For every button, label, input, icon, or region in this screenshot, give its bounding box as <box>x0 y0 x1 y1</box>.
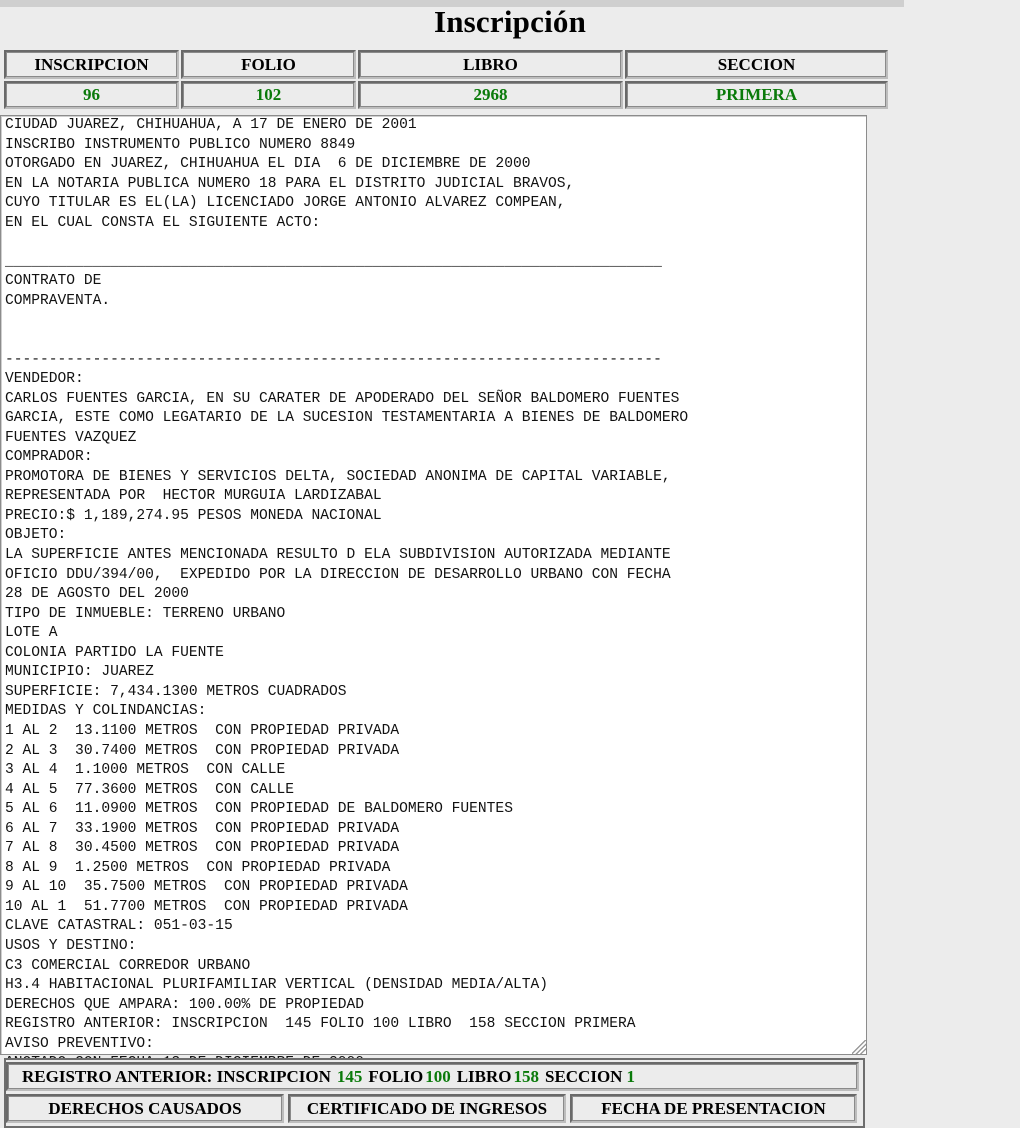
text-line: 2 AL 3 30.7400 METROS CON PROPIEDAD PRIVADA <box>5 742 400 759</box>
text-line: VENDEDOR: <box>5 371 84 388</box>
resize-grip-icon[interactable] <box>852 1040 866 1054</box>
text-line <box>5 233 866 253</box>
text-line: AVISO PREVENTIVO: <box>5 1035 154 1052</box>
value-folio: 102 <box>181 81 356 109</box>
text-line: ___________________________________________________________________________ <box>5 253 662 270</box>
header-libro: LIBRO <box>358 50 623 79</box>
text-line: C3 COMERCIAL CORREDOR URBANO <box>5 957 251 974</box>
certificado-de-ingresos-button[interactable]: CERTIFICADO DE INGRESOS <box>288 1094 566 1123</box>
text-line: SUPERFICIE: 7,434.1300 METROS CUADRADOS <box>5 683 347 700</box>
header-row <box>4 50 892 79</box>
text-line: 28 DE AGOSTO DEL 2000 <box>5 586 189 603</box>
registro-folio-value: 100 <box>425 1066 451 1086</box>
value-seccion: PRIMERA <box>625 81 888 109</box>
text-line: INSCRIBO INSTRUMENTO PUBLICO NUMERO 8849 <box>5 136 356 153</box>
value-libro: 2968 <box>358 81 623 109</box>
text-line: OFICIO DDU/394/00, EXPEDIDO POR LA DIRECCION DE DESARROLLO URBANO CON FECHA <box>5 566 671 583</box>
text-line: REPRESENTADA POR HECTOR MURGUIA LARDIZABAL <box>5 488 382 505</box>
text-line: FUENTES VAZQUEZ <box>5 429 137 446</box>
header-folio: FOLIO <box>181 50 356 79</box>
derechos-causados-button[interactable]: DERECHOS CAUSADOS <box>6 1094 284 1123</box>
text-line: CIUDAD JUAREZ, CHIHUAHUA, A 17 DE ENERO DE 2001 <box>5 117 417 133</box>
page-title: Inscripción <box>433 4 587 39</box>
document-textarea[interactable] <box>0 115 867 1055</box>
registro-libro-value: 158 <box>513 1066 539 1086</box>
text-line: 8 AL 9 1.2500 METROS CON PROPIEDAD PRIVADA <box>5 859 391 876</box>
text-line: TIPO DE INMUEBLE: TERRENO URBANO <box>5 605 286 622</box>
text-line <box>5 311 866 331</box>
text-line: COLONIA PARTIDO LA FUENTE <box>5 644 224 661</box>
text-line: OTORGADO EN JUAREZ, CHIHUAHUA EL DIA 6 DE DICIEMBRE DE 2000 <box>5 156 531 173</box>
text-line: 1 AL 2 13.1100 METROS CON PROPIEDAD PRIVADA <box>5 722 400 739</box>
text-line: 9 AL 10 35.7500 METROS CON PROPIEDAD PRIVADA <box>5 879 408 896</box>
text-line: COMPRADOR: <box>5 449 93 466</box>
text-line: 7 AL 8 30.4500 METROS CON PROPIEDAD PRIVADA <box>5 840 400 857</box>
registro-seccion-label: SECCION <box>544 1066 623 1086</box>
text-line: DERECHOS QUE AMPARA: 100.00% DE PROPIEDAD <box>5 996 365 1013</box>
text-line: EN LA NOTARIA PUBLICA NUMERO 18 PARA EL DISTRITO JUDICIAL BRAVOS, <box>5 175 575 192</box>
text-line: MUNICIPIO: JUAREZ <box>5 664 154 681</box>
text-line: 3 AL 4 1.1000 METROS CON CALLE <box>5 762 286 779</box>
text-line: PRECIO:$ 1,189,274.95 PESOS MONEDA NACIONAL <box>5 507 382 524</box>
text-line: COMPRAVENTA. <box>5 292 111 309</box>
record-summary-table <box>4 50 892 109</box>
text-line: CLAVE CATASTRAL: 051-03-15 <box>5 918 233 935</box>
text-line: 6 AL 7 33.1900 METROS CON PROPIEDAD PRIVADA <box>5 820 400 837</box>
text-line <box>5 331 866 351</box>
text-line: --------------------------------------------------------------------------- <box>5 351 662 368</box>
text-line: REGISTRO ANTERIOR: INSCRIPCION 145 FOLIO 100 LIBRO 158 SECCION PRIMERA <box>5 1016 636 1033</box>
text-line: CONTRATO DE <box>5 273 102 290</box>
registro-anterior-label: REGISTRO ANTERIOR: INSCRIPCION <box>22 1066 331 1086</box>
text-line: MEDIDAS Y COLINDANCIAS: <box>5 703 207 720</box>
registro-anterior-bar <box>6 1062 859 1091</box>
registro-libro-label: LIBRO <box>456 1066 512 1086</box>
header-inscripcion: INSCRIPCION <box>4 50 179 79</box>
text-line: LOTE A <box>5 625 58 642</box>
text-line: GARCIA, ESTE COMO LEGATARIO DE LA SUCESION TESTAMENTARIA A BIENES DE BALDOMERO <box>5 410 689 427</box>
text-line: EN EL CUAL CONSTA EL SIGUIENTE ACTO: <box>5 214 321 231</box>
text-line: 10 AL 1 51.7700 METROS CON PROPIEDAD PRIVADA <box>5 898 408 915</box>
text-line: PROMOTORA DE BIENES Y SERVICIOS DELTA, SOCIEDAD ANONIMA DE CAPITAL VARIABLE, <box>5 468 671 485</box>
header-seccion: SECCION <box>625 50 888 79</box>
text-line: CUYO TITULAR ES EL(LA) LICENCIADO JORGE ANTONIO ALVAREZ COMPEAN, <box>5 195 566 212</box>
fecha-de-presentacion-button[interactable]: FECHA DE PRESENTACION <box>570 1094 857 1123</box>
footer-buttons <box>6 1094 857 1123</box>
values-row <box>4 81 892 109</box>
registro-folio-label: FOLIO <box>368 1066 424 1086</box>
text-line: H3.4 HABITACIONAL PLURIFAMILIAR VERTICAL (DENSIDAD MEDIA/ALTA) <box>5 977 548 994</box>
text-line: USOS Y DESTINO: <box>5 937 137 954</box>
text-line: 4 AL 5 77.3600 METROS CON CALLE <box>5 781 295 798</box>
text-line: CARLOS FUENTES GARCIA, EN SU CARATER DE APODERADO DEL SEÑOR BALDOMERO FUENTES <box>5 390 680 407</box>
value-inscripcion: 96 <box>4 81 179 109</box>
registro-inscripcion-value: 145 <box>336 1066 363 1086</box>
text-line: OBJETO: <box>5 527 67 544</box>
text-line: LA SUPERFICIE ANTES MENCIONADA RESULTO D ELA SUBDIVISION AUTORIZADA MEDIANTE <box>5 547 671 564</box>
registro-seccion-value: 1 <box>626 1066 635 1086</box>
text-line: 5 AL 6 11.0900 METROS CON PROPIEDAD DE BALDOMERO FUENTES <box>5 801 513 818</box>
